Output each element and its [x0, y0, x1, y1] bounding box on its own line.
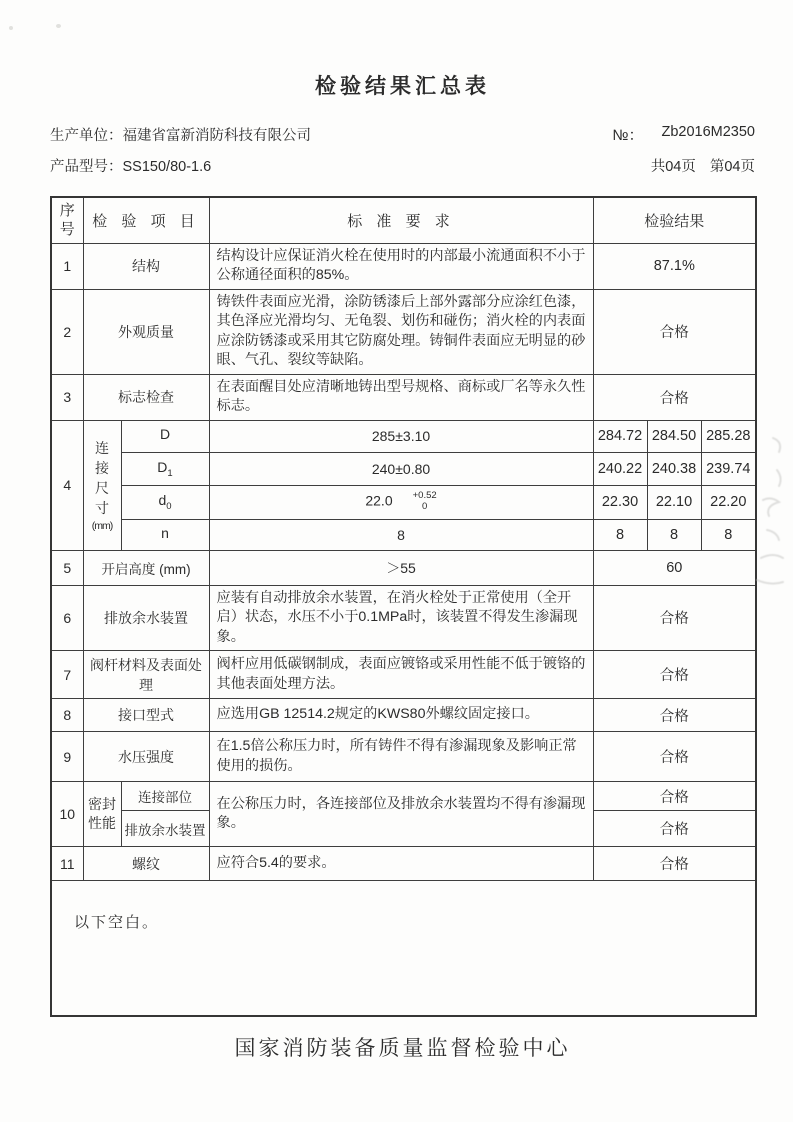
cell-param: D — [121, 420, 209, 452]
meta-row-producer — [50, 124, 755, 146]
scan-smudge — [751, 430, 791, 630]
cell-result: 合格 — [593, 699, 756, 732]
page-current: 第04页 — [709, 159, 755, 175]
cell-item: 接口型式 — [83, 699, 209, 732]
cell-standard: 285±3.10 — [209, 420, 593, 452]
cell-standard: 阀杆应用低碳钢制成，表面应镀铬或采用性能不低于镀铬的其他表面处理方法。 — [209, 651, 593, 699]
cell-item-vertical — [83, 420, 121, 550]
pages-total: 共04页 — [650, 159, 696, 175]
table-row-dimension-n — [51, 519, 756, 550]
cell-standard: 8 — [209, 519, 593, 550]
cell-standard: 在公称压力时，各连接部位及排放余水装置均不得有渗漏现象。 — [209, 782, 593, 847]
cell-result: 合格 — [593, 289, 756, 374]
cell-item: 开启高度 (mm) — [83, 550, 209, 585]
table-row — [51, 289, 756, 374]
cell-no: 11 — [51, 847, 83, 881]
model-field — [50, 155, 211, 176]
cell-standard: 应符合5.4的要求。 — [209, 847, 593, 881]
cell-item: 螺纹 — [83, 847, 209, 881]
table-row — [51, 651, 756, 699]
page-count-field — [651, 155, 755, 176]
cell-standard: 在1.5倍公称压力时，所有铸件不得有渗漏现象及影响正常使用的损伤。 — [209, 732, 593, 782]
table-row-dimension-D — [51, 420, 756, 452]
tolerance-upper: +0.52 — [412, 490, 437, 501]
cell-result: 合格 — [593, 811, 756, 847]
table-row — [51, 374, 756, 420]
cell-measure-3: 239.74 — [701, 452, 756, 485]
item-unit-label: (mm) — [91, 520, 113, 532]
page-title: 检验结果汇总表 — [315, 75, 490, 98]
header-no: 序号 — [51, 197, 83, 243]
cell-result: 合格 — [593, 585, 756, 651]
cell-param: n — [121, 519, 209, 550]
model-label: 产品型号： — [50, 159, 123, 175]
cell-standard: 在表面醒目处应清晰地铸出型号规格、商标或厂名等永久性标志。 — [209, 374, 593, 420]
producer-value: 福建省富新消防科技有限公司 — [122, 128, 311, 144]
cell-measure-2: 22.10 — [647, 485, 701, 519]
cell-param: $d_0$ — [121, 485, 209, 519]
cell-no: 9 — [51, 732, 83, 782]
report-number-label: №： — [612, 127, 644, 144]
producer-label: 生产单位： — [50, 128, 123, 144]
cell-item: 标志检查 — [83, 374, 209, 420]
cell-measure-1: 8 — [593, 519, 647, 550]
cell-standard — [209, 485, 593, 519]
cell-measure-1: 284.72 — [593, 420, 647, 452]
table-row — [51, 585, 756, 651]
tolerance-lower: 0 — [421, 501, 428, 512]
meta-row-model — [50, 155, 755, 177]
cell-measure-2: 284.50 — [647, 420, 701, 452]
cell-item: 排放余水装置 — [83, 585, 209, 651]
report-number-field — [612, 124, 755, 145]
cell-standard: 240±0.80 — [209, 452, 593, 485]
document-meta — [50, 124, 755, 177]
cell-measure-3: 8 — [701, 519, 756, 550]
item-label: 密封性能 — [88, 796, 116, 831]
item-vertical-label: 连接尺寸 — [95, 440, 109, 516]
table-row — [51, 847, 756, 881]
cell-result: 合格 — [593, 732, 756, 782]
cell-item: 水压强度 — [83, 732, 209, 782]
cell-item: 阀杆材料及表面处理 — [83, 651, 209, 699]
cell-no: 6 — [51, 585, 83, 651]
tolerance-stack — [413, 490, 437, 512]
cell-measure-1: 22.30 — [593, 485, 647, 519]
cell-no: 3 — [51, 374, 83, 420]
cell-item-vertical — [83, 782, 121, 847]
cell-subitem: 连接部位 — [121, 782, 209, 811]
table-row-seal-connection — [51, 782, 756, 811]
cell-standard: 结构设计应保证消火栓在使用时的内部最小流通面积不小于公称通径面积的85%。 — [209, 243, 593, 289]
cell-result: 合格 — [593, 847, 756, 881]
cell-no: 5 — [51, 550, 83, 585]
inspection-table — [50, 196, 757, 1017]
scan-speck — [9, 26, 13, 30]
cell-measure-3: 285.28 — [701, 420, 756, 452]
cell-measure-2: 240.38 — [647, 452, 701, 485]
report-number-value: Zb2016M2350 — [661, 124, 755, 140]
document-content — [50, 70, 755, 1062]
header-result: 检验结果 — [593, 197, 756, 243]
cell-result: 60 — [593, 550, 756, 585]
cell-no: 2 — [51, 289, 83, 374]
cell-item: 结构 — [83, 243, 209, 289]
model-value: SS150/80-1.6 — [122, 159, 212, 175]
cell-measure-1: 240.22 — [593, 452, 647, 485]
issuing-center-name: 国家消防装备质量监督检验中心 — [234, 1036, 571, 1060]
table-row — [51, 550, 756, 585]
cell-item: 外观质量 — [83, 289, 209, 374]
cell-standard: 铸铁件表面应光滑，涂防锈漆后上部外露部分应涂红色漆，其色泽应光滑均匀、无龟裂、划伤和碰伤；消火栓的内表面应涂防锈漆或采用其它防腐处理。铸铜件表面应无明显的砂眼、气孔、裂纹等缺陷。 — [209, 289, 593, 374]
table-header-row — [51, 197, 756, 243]
cell-param: $D_1$ — [121, 452, 209, 485]
cell-result: 合格 — [593, 651, 756, 699]
cell-measure-2: 8 — [647, 519, 701, 550]
table-row-dimension-D1 — [51, 452, 756, 485]
cell-result: 合格 — [593, 782, 756, 811]
table-row — [51, 243, 756, 289]
cell-no: 7 — [51, 651, 83, 699]
blank-note-cell: 以下空白。 — [51, 881, 756, 1016]
producer-field — [50, 124, 311, 145]
header-item: 检 验 项 目 — [83, 197, 209, 243]
table-row — [51, 732, 756, 782]
cell-result: 87.1% — [593, 243, 756, 289]
scan-speck — [56, 24, 61, 28]
nominal-value: 22.0 — [365, 492, 393, 509]
table-row-blank — [51, 881, 756, 1016]
header-standard: 标 准 要 求 — [209, 197, 593, 243]
cell-no: 8 — [51, 699, 83, 732]
cell-subitem: 排放余水装置 — [121, 811, 209, 847]
cell-measure-3: 22.20 — [701, 485, 756, 519]
cell-no: 4 — [51, 420, 83, 550]
table-row-dimension-d0 — [51, 485, 756, 519]
cell-no: 1 — [51, 243, 83, 289]
cell-result: 合格 — [593, 374, 756, 420]
cell-standard: 应装有自动排放余水装置，在消火栓处于正常使用（全开启）状态，水压不小于0.1MPa时，该装置不得发生渗漏现象。 — [209, 585, 593, 651]
table-row — [51, 699, 756, 732]
cell-standard: 应选用GB 12514.2规定的KWS80外螺纹固定接口。 — [209, 699, 593, 732]
cell-standard: ＞55 — [209, 550, 593, 585]
cell-no: 10 — [51, 782, 83, 847]
